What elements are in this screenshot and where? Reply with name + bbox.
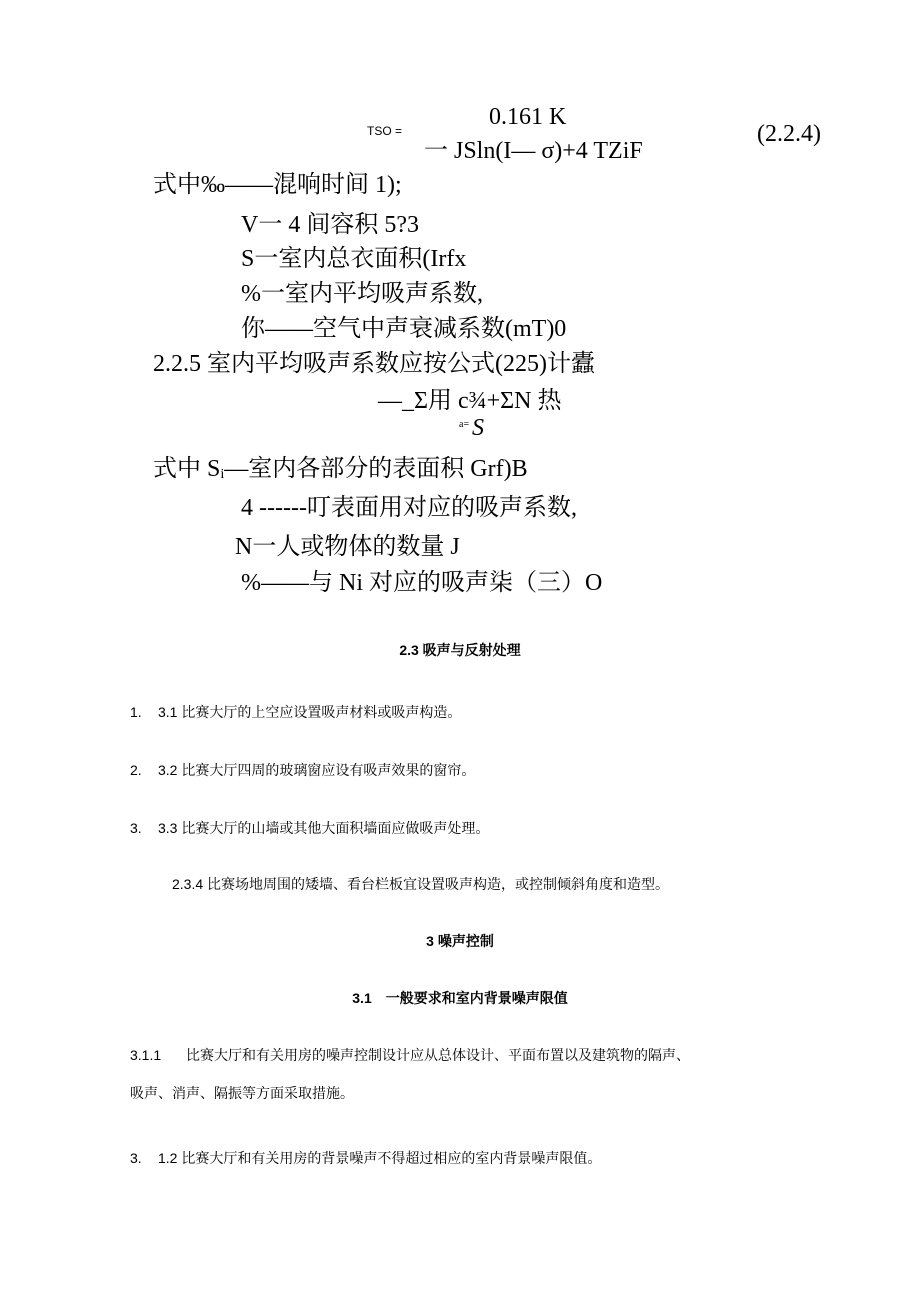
defs-224-item: S一室内总衣面积(Irfx — [241, 246, 467, 272]
formula-224-denominator: 一 JSln(I— σ)+4 TZiF — [424, 138, 643, 164]
defs-224-intro: 式中‰——混响时间 1); — [153, 172, 402, 198]
section-23-item-marker: 1. — [130, 704, 142, 720]
formula-225-denominator: S — [472, 415, 484, 441]
formula-224-numerator: 0.161 K — [489, 104, 567, 130]
clause-312-marker: 3. — [130, 1150, 142, 1166]
clause-311-number: 3.1.1 — [130, 1047, 162, 1063]
section-23-item-text: 3.1 比赛大厅的上空应设置吸声材料或吸声构造。 — [158, 704, 462, 720]
defs-225-item: N一人或物体的数量 J — [235, 534, 460, 560]
defs-225-item: 4 ------叮表面用对应的吸声系数, — [241, 495, 577, 521]
section-23-item-marker: 2. — [130, 762, 142, 778]
formula-225-numerator: —_Σ用 c¾+ΣN 热 — [378, 388, 562, 414]
formula-224-number: (2.2.4) — [757, 121, 821, 147]
clause-312-text: 1.2 比赛大厅和有关用房的背景噪声不得超过相应的室内背景噪声限值。 — [158, 1150, 602, 1166]
section-23-item-text: 3.3 比赛大厅的山墙或其他大面积墙面应做吸声处理。 — [158, 820, 490, 836]
formula-225-denominator-sup: a= — [459, 419, 470, 430]
clause-234: 2.3.4 比赛场地周围的矮墙、看台栏板宜设置吸声构造，或控制倾斜角度和造型。 — [172, 876, 670, 892]
section-23-item-marker: 3. — [130, 820, 142, 836]
section-31-title: 3.1 一般要求和室内背景噪声限值 — [352, 990, 568, 1006]
clause-311-line2: 吸声、消声、隔振等方面采取措施。 — [130, 1085, 354, 1101]
section-3-title: 3 噪声控制 — [426, 933, 494, 949]
defs-224-item: V一 4 间容积 5?3 — [241, 212, 419, 238]
clause-311-line1: 比赛大厅和有关用房的噪声控制设计应从总体设计、平面布置以及建筑物的隔声、 — [186, 1047, 690, 1063]
section-23-title: 2.3 吸声与反射处理 — [399, 642, 521, 658]
defs-224-item: %一室内平均吸声系数, — [241, 281, 483, 307]
formula-224-lhs: TSO = — [367, 124, 403, 138]
defs-225-intro: 式中 Sᵢ—室内各部分的表面积 Grf)B — [153, 456, 528, 482]
clause-225: 2.2.5 室内平均吸声系数应按公式(225)计蠹 — [153, 351, 595, 377]
defs-224-item: 你——空气中声衰减系数(mT)0 — [241, 316, 567, 342]
section-23-item-text: 3.2 比赛大厅四周的玻璃窗应设有吸声效果的窗帘。 — [158, 762, 476, 778]
defs-225-item: %——与 Ni 对应的吸声柒（三）O — [241, 570, 603, 596]
